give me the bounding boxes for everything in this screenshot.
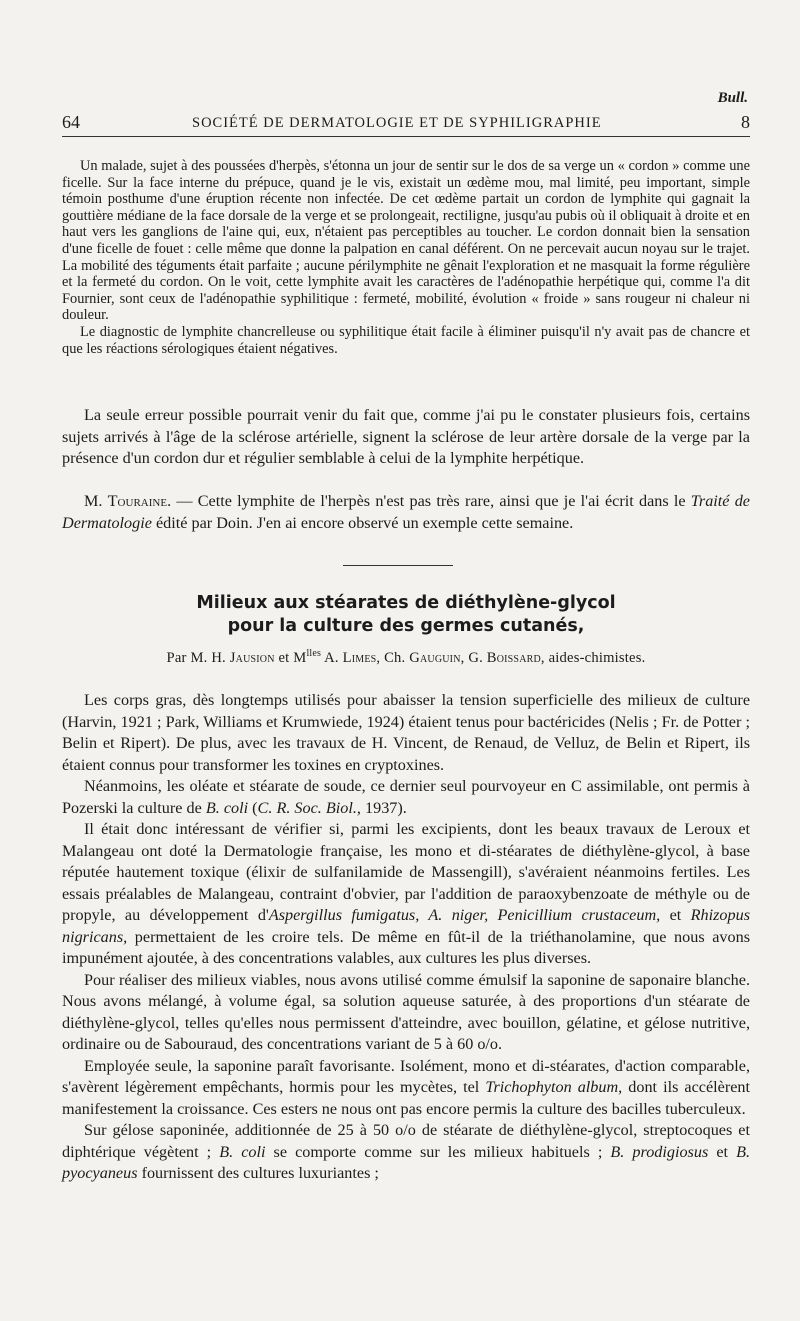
touraine-text: . — Cette lymphite de l'herpès n'est pas très rare, ainsi que je l'ai écrit dans le — [167, 492, 691, 510]
authors-conj: et M — [274, 649, 307, 666]
author-initials: , Ch. — [376, 649, 410, 666]
touraine-paragraph — [62, 491, 750, 534]
running-header — [62, 112, 750, 137]
title-line-2: pour la culture des germes cutanés, — [227, 616, 585, 636]
authors-sup: lles — [306, 648, 322, 659]
italic-run: B. pyocyaneus — [62, 1142, 750, 1182]
text-run: Néanmoins, les oléate et stéarate de soude, ce dernier seul pourvoyeur en C assimilable, ont permis à Pozerski la culture de — [62, 777, 750, 817]
text-run: et — [708, 1142, 737, 1161]
journal-title: SOCIÉTÉ DE DERMATOLOGIE ET DE SYPHILIGRAPHIE — [192, 115, 602, 131]
article-title — [62, 592, 750, 638]
italic-run: B. coli — [219, 1142, 266, 1161]
touraine-block — [62, 491, 750, 534]
title-line-1: Milieux aux stéarates de diéthylène-glycol — [196, 593, 616, 613]
speaker-name: Touraine — [107, 492, 168, 510]
touraine-text-end: édité par Doin. J'en ai encore observé un exemple cette semaine. — [151, 513, 574, 532]
italic-run: Aspergillus fumigatus, A. niger, Penicillium crustaceum, — [268, 906, 661, 924]
italic-run: Trichophyton album, — [485, 1078, 623, 1096]
body-paragraph — [62, 1120, 750, 1185]
page-number: 64 — [62, 112, 80, 132]
discussion-block — [62, 405, 750, 470]
bulletin-label: Bull. — [717, 90, 748, 106]
author-name: Gauguin — [409, 649, 461, 666]
body-paragraph: Les corps gras, dès longtemps utilisés pour abaisser la tension superficielle des milieux de culture (Harvin, 1921 ; Park, Williams et Krumwiede, 1924) étaient tenus pour bactéricides (Nelis ; Fr. de Potter ; Belin et Ripert). De plus, avec les travaux de H. Vincent, de Renaud, de Velluz, de Belin et Ripert, ils étaient connus pour transformer les toxines en cryptoxines. — [62, 691, 750, 774]
text-run: permettaient de les croire tels. De même en fût-il de la triéthanolamine, que nous avons impunément ajoutée, à des concentrations valables, aux cultures les plus diverses. — [62, 927, 750, 967]
text-run: Sur gélose saponinée, additionnée de 25 à 50 o/o de stéarate de diéthylène-glycol, streptocoques et diphtérique végètent ; — [62, 1121, 750, 1161]
author-name: Boissard — [486, 649, 541, 666]
text-run: Il était donc intéressant de vérifier si, parmi les excipients, dont les beaux travaux de Leroux et Malangeau ont doté la Dermatologie française, les mono et di-stéarates de diéthylène-glycol, à base réputée hautement toxique (élixir de sulfanilamide de Massengill), s'avéraient néanmoins fertiles. Les essais préalables de Malangeau, contraint d'obvier, par l'addition de paraoxybenzoate de méthyle ou de propyle, au développement d' — [62, 820, 750, 924]
speaker-prefix: M. — [84, 492, 108, 510]
author-initials: , G. — [460, 649, 487, 666]
book-title: Traité de Dermatologie — [62, 492, 750, 532]
author-name: Jausion — [229, 649, 275, 666]
text-run: , 1937). — [356, 798, 407, 817]
author-initials: A. — [321, 649, 343, 666]
italic-run: B. prodigiosus — [610, 1142, 709, 1161]
body-paragraph: Pour réaliser des milieux viables, nous avons utilisé comme émulsif la saponine de saponaire blanche. Nous avons mélangé, à volume égal, sa solution aqueuse saturée, à des proportions d'un stéarate de diéthylène-glycol, telles qu'elles nous permissent d'atteindre, avec bouillon, gélatine, et gélose nutritive, ordinaire ou de Sabouraud, des concentrations variant de 5 à 60 o/o. — [62, 970, 750, 1053]
case-paragraph: Un malade, sujet à des poussées d'herpès, s'étonna un jour de sentir sur le dos de sa verge un « cordon » comme une ficelle. Sur la face interne du prépuce, quand je le vis, existait un œdème mou, mal limité, peu important, simple témoin posthume d'une éruption récente non infectée. De cet œdème partait un cordon de lymphite qui gagnait la gouttière médiane de la face dorsale de la verge et se prolongeait, rectiligne, jusqu'au pubis où il obliquait à droite et en haut vers les ganglions de l'aine qui, eux, n'étaient pas perceptibles au toucher. Le cordon donnait bien la sensation d'une ficelle de fouet : celle même que donne la palpation en canal déférent. On ne percevait aucun noyau sur le trajet. La mobilité des téguments était parfaite ; aucune périlymphite ne gênait l'exploration et ne masquait la forme régulière et la fermeté du cordon. On le voit, cette lymphite avait les caractères de l'adénopathie herpétique qui, comme l'a dit Fournier, sont ceux de l'adénopathie syphilitique : fermeté, mobilité, évolution « froide » sans rougeur ni chaleur ni douleur. — [62, 158, 750, 324]
text-run: fournissent des cultures luxuriantes ; — [137, 1164, 379, 1182]
text-run: dont ils accélèrent manifestement la croissance. Ces esters ne nous ont pas encore permis la culture des bacilles tuberculeux. — [62, 1078, 750, 1118]
error-paragraph: La seule erreur possible pourrait venir du fait que, comme j'ai pu le constater plusieurs fois, certains sujets arrivés à l'âge de la sclérose artérielle, signent la sclérose de leur artère dorsale de la verge par la présence d'un cordon dur et régulier semblable à celui de la lymphite herpétique. — [62, 406, 750, 467]
text-run: se comporte comme sur les milieux habituels ; — [265, 1142, 611, 1161]
article-authors — [62, 648, 750, 667]
section-divider — [343, 565, 453, 566]
italic-run: C. R. Soc. Biol. — [257, 798, 357, 817]
body-paragraph — [62, 819, 750, 970]
diagnosis-paragraph: Le diagnostic de lymphite chancrelleuse ou syphilitique était facile à éliminer puisqu'il n'y avait pas de chancre et que les réactions sérologiques étaient négatives. — [62, 323, 750, 357]
body-paragraph — [62, 1056, 750, 1121]
issue-number: 8 — [741, 112, 750, 132]
authors-suffix: , aides-chimistes. — [540, 649, 646, 666]
text-run: et — [660, 906, 691, 924]
case-report — [62, 158, 750, 357]
author-name: Limes — [342, 649, 377, 666]
italic-run: Rhizopus nigricans, — [62, 906, 751, 946]
article-body — [62, 690, 750, 1185]
text-run: ( — [248, 798, 258, 817]
body-paragraph — [62, 776, 750, 819]
authors-prefix: Par M. H. — [166, 649, 230, 666]
italic-run: B. coli — [205, 798, 249, 817]
text-run: Employée seule, la saponine paraît favorisante. Isolément, mono et di-stéarates, d'action comparable, s'avèrent légèrement empêchants, hormis pour les mycètes, tel — [62, 1056, 750, 1096]
